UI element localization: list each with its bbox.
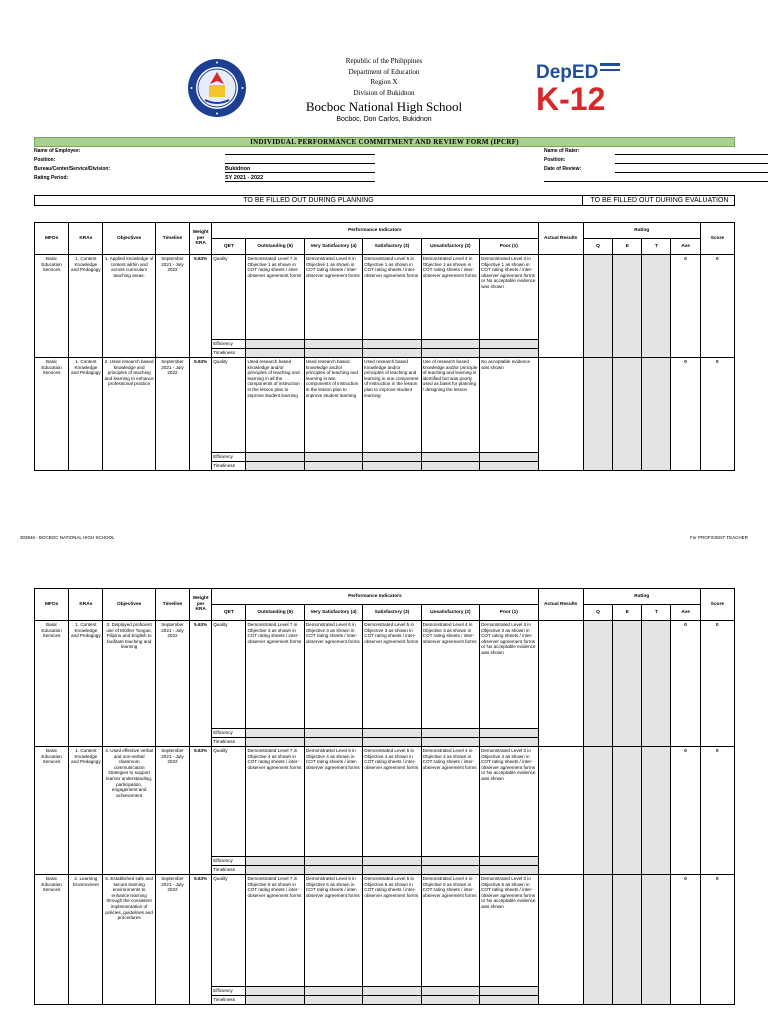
review-date-label: Date of Review: bbox=[544, 166, 582, 172]
qet-timeliness-label: Timeliness bbox=[212, 738, 246, 747]
col-performance-indicators: Performance Indicators bbox=[212, 589, 538, 605]
weight-cell: 5.63% bbox=[190, 358, 212, 471]
timeliness-indicator bbox=[304, 866, 362, 875]
timeliness-indicator bbox=[480, 866, 538, 875]
rating-e-cell[interactable] bbox=[613, 358, 642, 471]
objective-cell: 5. Established safe and secure learning environments to enhance learning through the consistent implementation of policies, guidelines and procedures bbox=[103, 875, 155, 1005]
rating-t-cell[interactable] bbox=[642, 255, 671, 358]
timeliness-indicator bbox=[246, 462, 304, 471]
col-unsatisfactory: Unsatisfactory (2) bbox=[421, 239, 479, 255]
qet-efficiency-label: Efficiency bbox=[212, 453, 246, 462]
col-score: Score bbox=[700, 589, 734, 621]
unsatisfactory-indicator: Demonstrated Level 4 in Objective 5 as shown in COT rating sheets / inter-observer agreement forms bbox=[421, 875, 479, 987]
position-field[interactable] bbox=[225, 157, 375, 164]
unsatisfactory-indicator: Demonstrated Level 4 in Objective 1 as shown in COT rating sheets / inter-observer agreement forms bbox=[421, 255, 479, 340]
bureau-label: Bureau/Center/Service/Division: bbox=[34, 166, 111, 172]
footer-teacher-level: For PROFICIENT TEACHER bbox=[690, 535, 748, 540]
efficiency-indicator bbox=[421, 453, 479, 462]
col-kras: KRAs bbox=[69, 589, 103, 621]
timeline-cell: September 2021 - July 2022 bbox=[155, 255, 189, 358]
objective-row bbox=[35, 255, 735, 340]
col-actual-results: Actual Results bbox=[538, 223, 583, 255]
kra-cell: 1. Content Knowledge and Pedagogy bbox=[69, 358, 103, 471]
poor-indicator: Demonstrated Level 3 in Objective 4 as shown in COT rating sheets / inter-observer agreement forms or No acceptable evidence was shown bbox=[480, 747, 538, 857]
republic-line: Republic of the Philippines bbox=[345, 57, 423, 65]
rating-e-cell[interactable] bbox=[613, 255, 642, 358]
col-rating-e: E bbox=[613, 605, 642, 621]
school-address: Bocboc, Don Carlos, Bukidnon bbox=[336, 116, 432, 123]
rating-t-cell[interactable] bbox=[642, 875, 671, 1005]
objective-cell: 3. Displayed proficient use of Mother Tongue, Filipino and English to facilitate teaching and learning bbox=[103, 621, 155, 747]
qet-efficiency-label: Efficiency bbox=[212, 340, 246, 349]
col-rating: Rating bbox=[583, 223, 700, 239]
actual-results-cell[interactable] bbox=[538, 621, 583, 747]
col-poor: Poor (1) bbox=[480, 605, 538, 621]
kra-cell: 2. Learning Environment bbox=[69, 875, 103, 1005]
employee-name-label: Name of Employee: bbox=[34, 148, 81, 154]
efficiency-indicator bbox=[480, 453, 538, 462]
unsatisfactory-indicator: Demonstrated Level 4 in Objective 3 as shown in COT rating sheets / inter-observer agreement forms bbox=[421, 621, 479, 729]
efficiency-indicator bbox=[246, 987, 304, 996]
blank-line bbox=[544, 175, 768, 182]
rater-name-field[interactable] bbox=[615, 148, 768, 155]
employee-info bbox=[34, 148, 735, 192]
col-score: Score bbox=[700, 223, 734, 255]
rating-t-cell[interactable] bbox=[642, 747, 671, 875]
efficiency-indicator bbox=[363, 340, 421, 349]
rater-name-label: Name of Rater: bbox=[544, 148, 580, 154]
rating-ave-cell: 0 bbox=[671, 747, 700, 875]
department-line: Department of Education bbox=[348, 67, 420, 76]
timeliness-indicator bbox=[246, 996, 304, 1005]
efficiency-indicator bbox=[246, 729, 304, 738]
unsatisfactory-indicator: Use of research based knowledge and/or principle of teaching and learning is identified but was poorly used as basis for planning / designing the lesson bbox=[421, 358, 479, 453]
qet-quality-label: Quality bbox=[212, 255, 246, 340]
efficiency-indicator bbox=[304, 857, 362, 866]
satisfactory-indicator: Demonstrated Level 5 in Objective 5 as shown in COT rating sheets / inter-observer agreement forms bbox=[363, 875, 421, 987]
col-very-satisfactory: Very Satisfactory (4) bbox=[304, 605, 362, 621]
timeliness-indicator bbox=[480, 738, 538, 747]
outstanding-indicator: Demonstrated Level 7 in Objective 1 as shown in COT rating sheets / inter-observer agreement forms bbox=[246, 255, 304, 340]
actual-results-cell[interactable] bbox=[538, 255, 583, 358]
rating-t-cell[interactable] bbox=[642, 358, 671, 471]
satisfactory-indicator: Demonstrated Level 5 in Objective 4 as shown in COT rating sheets / inter-observer agreement forms bbox=[363, 747, 421, 857]
qet-quality-label: Quality bbox=[212, 358, 246, 453]
timeliness-indicator bbox=[304, 349, 362, 358]
timeliness-indicator bbox=[480, 349, 538, 358]
col-rating-t: T bbox=[642, 239, 671, 255]
col-unsatisfactory: Unsatisfactory (2) bbox=[421, 605, 479, 621]
timeline-cell: September 2021 - July 2022 bbox=[155, 875, 189, 1005]
efficiency-indicator bbox=[480, 987, 538, 996]
efficiency-indicator bbox=[480, 857, 538, 866]
efficiency-indicator bbox=[421, 987, 479, 996]
rating-ave-cell: 0 bbox=[671, 621, 700, 747]
efficiency-indicator bbox=[304, 987, 362, 996]
objective-cell: 4. Used effective verbal and non-verbal classroom communication strategies to support learner understanding, participation, engagement and achievement bbox=[103, 747, 155, 875]
score-cell: 0 bbox=[700, 621, 734, 747]
letterhead-text bbox=[0, 56, 768, 124]
objective-cell: 2. Used research based knowledge and principles of teaching and learning to enhance professional practice bbox=[103, 358, 155, 471]
weight-cell: 5.63% bbox=[190, 875, 212, 1005]
timeliness-indicator bbox=[304, 462, 362, 471]
qet-timeliness-label: Timeliness bbox=[212, 462, 246, 471]
objective-row bbox=[35, 875, 735, 987]
mfo-cell: Basic Education Services bbox=[35, 747, 69, 875]
col-rating-ave: Ave bbox=[671, 239, 700, 255]
col-very-satisfactory: Very Satisfactory (4) bbox=[304, 239, 362, 255]
col-rating: Rating bbox=[583, 589, 700, 605]
poor-indicator: Demonstrated Level 3 in Objective 1 as shown in COT rating sheets / inter-observer agreement forms or No acceptable evidence was shown bbox=[480, 255, 538, 340]
actual-results-cell[interactable] bbox=[538, 875, 583, 1005]
timeline-cell: September 2021 - July 2022 bbox=[155, 747, 189, 875]
col-satisfactory: Satisfactory (3) bbox=[363, 605, 421, 621]
satisfactory-indicator: Used research based knowledge and/or principles of teaching and learning in one component of instruction in the lesson plan to improve student learning bbox=[363, 358, 421, 453]
qet-timeliness-label: Timeliness bbox=[212, 996, 246, 1005]
col-rating-e: E bbox=[613, 239, 642, 255]
efficiency-indicator bbox=[304, 340, 362, 349]
col-timeline: Timeline bbox=[155, 223, 189, 255]
rating-e-cell[interactable] bbox=[613, 747, 642, 875]
efficiency-indicator bbox=[363, 857, 421, 866]
outstanding-indicator: Demonstrated Level 7 in Objective 3 as shown in COT rating sheets / inter-observer agreement forms bbox=[246, 621, 304, 729]
efficiency-indicator bbox=[246, 340, 304, 349]
kra-cell: 1. Content Knowledge and Pedagogy bbox=[69, 621, 103, 747]
timeliness-indicator bbox=[363, 866, 421, 875]
rating-ave-cell: 0 bbox=[671, 358, 700, 471]
col-kras: KRAs bbox=[69, 223, 103, 255]
weight-cell: 5.63% bbox=[190, 747, 212, 875]
mfo-cell: Basic Education Services bbox=[35, 358, 69, 471]
timeline-cell: September 2021 - July 2022 bbox=[155, 358, 189, 471]
timeliness-indicator bbox=[421, 866, 479, 875]
timeliness-indicator bbox=[246, 738, 304, 747]
col-actual-results: Actual Results bbox=[538, 589, 583, 621]
very-satisfactory-indicator: Demonstrated Level 6 in Objective 3 as shown in COT rating sheets / inter-observer agreement forms bbox=[304, 621, 362, 729]
col-weight: Weight per KRA bbox=[190, 223, 212, 255]
bureau-field[interactable]: Bukidnon bbox=[225, 166, 375, 173]
footer-school: 303946 - BOCBOC NATIONAL HIGH SCHOOL bbox=[20, 535, 115, 540]
score-cell: 0 bbox=[700, 255, 734, 358]
qet-efficiency-label: Efficiency bbox=[212, 857, 246, 866]
qet-efficiency-label: Efficiency bbox=[212, 729, 246, 738]
efficiency-indicator bbox=[363, 987, 421, 996]
score-cell: 0 bbox=[700, 358, 734, 471]
efficiency-indicator bbox=[480, 729, 538, 738]
timeline-cell: September 2021 - July 2022 bbox=[155, 621, 189, 747]
timeliness-indicator bbox=[363, 738, 421, 747]
col-rating-ave: Ave bbox=[671, 605, 700, 621]
qet-timeliness-label: Timeliness bbox=[212, 349, 246, 358]
timeliness-indicator bbox=[246, 349, 304, 358]
evaluation-label: TO BE FILLED OUT DURING EVALUATION bbox=[590, 197, 729, 204]
rating-q-cell[interactable] bbox=[583, 358, 612, 471]
rating-e-cell[interactable] bbox=[613, 875, 642, 1005]
poor-indicator: Demonstrated Level 3 in Objective 5 as shown in COT rating sheets / inter-observer agreement forms or No acceptable evidence was shown bbox=[480, 875, 538, 987]
very-satisfactory-indicator: Demonstrated Level 6 in Objective 1 as shown in COT rating sheets / inter-observer agreement forms bbox=[304, 255, 362, 340]
position-label: Position: bbox=[34, 157, 56, 163]
col-mfos: MFOs bbox=[35, 589, 69, 621]
actual-results-cell[interactable] bbox=[538, 747, 583, 875]
timeliness-indicator bbox=[421, 996, 479, 1005]
timeliness-indicator bbox=[363, 996, 421, 1005]
objective-row bbox=[35, 747, 735, 857]
efficiency-indicator bbox=[421, 857, 479, 866]
efficiency-indicator bbox=[421, 340, 479, 349]
timeliness-indicator bbox=[363, 349, 421, 358]
ipcrf-table-2 bbox=[34, 588, 735, 1005]
efficiency-indicator bbox=[480, 340, 538, 349]
unsatisfactory-indicator: Demonstrated Level 4 in Objective 4 as shown in COT rating sheets / inter-observer agreement forms bbox=[421, 747, 479, 857]
score-cell: 0 bbox=[700, 747, 734, 875]
qet-quality-label: Quality bbox=[212, 747, 246, 857]
region-line: Region X bbox=[370, 78, 398, 86]
division-line: Division of Bukidnon bbox=[353, 88, 415, 97]
objective-row bbox=[35, 358, 735, 453]
col-satisfactory: Satisfactory (3) bbox=[363, 239, 421, 255]
timeliness-indicator bbox=[246, 866, 304, 875]
col-rating-t: T bbox=[642, 605, 671, 621]
school-name: Bocboc National High School bbox=[305, 99, 463, 114]
very-satisfactory-indicator: Demonstrated Level 6 in Objective 4 as shown in COT rating sheets / inter-observer agreement forms bbox=[304, 747, 362, 857]
col-performance-indicators: Performance Indicators bbox=[212, 223, 538, 239]
rating-q-cell[interactable] bbox=[583, 875, 612, 1005]
col-outstanding: Outstanding (5) bbox=[246, 605, 304, 621]
col-qet: QET bbox=[212, 239, 246, 255]
col-rating-q: Q bbox=[583, 239, 612, 255]
qet-timeliness-label: Timeliness bbox=[212, 866, 246, 875]
rating-period-field[interactable]: SY 2021 - 2022 bbox=[225, 175, 375, 182]
timeliness-indicator bbox=[304, 738, 362, 747]
rating-ave-cell: 0 bbox=[671, 875, 700, 1005]
very-satisfactory-indicator: Used research based knowledge and/or principles of teaching and learning in two components of instruction in the lesson plan to improve student learning bbox=[304, 358, 362, 453]
outstanding-indicator: Used research based knowledge and/or principles of teaching and learning in all the components of instruction in the lesson plan to improve student learning bbox=[246, 358, 304, 453]
objective-row bbox=[35, 621, 735, 729]
efficiency-indicator bbox=[246, 857, 304, 866]
deped-k12-logo-icon bbox=[532, 58, 624, 114]
planning-evaluation-bar bbox=[34, 195, 735, 206]
rating-e-cell[interactable] bbox=[613, 621, 642, 747]
employee-name-field[interactable] bbox=[225, 148, 375, 155]
timeliness-indicator bbox=[421, 738, 479, 747]
efficiency-indicator bbox=[421, 729, 479, 738]
rater-position-field[interactable] bbox=[615, 157, 768, 164]
review-date-field[interactable] bbox=[615, 166, 768, 173]
col-timeline: Timeline bbox=[155, 589, 189, 621]
timeliness-indicator bbox=[363, 462, 421, 471]
efficiency-indicator bbox=[304, 729, 362, 738]
actual-results-cell[interactable] bbox=[538, 358, 583, 471]
col-poor: Poor (1) bbox=[480, 239, 538, 255]
satisfactory-indicator: Demonstrated Level 5 in Objective 3 as shown in COT rating sheets / inter-observer agreement forms bbox=[363, 621, 421, 729]
ipcrf-table-1 bbox=[34, 222, 735, 471]
efficiency-indicator bbox=[246, 453, 304, 462]
efficiency-indicator bbox=[363, 453, 421, 462]
timeliness-indicator bbox=[480, 996, 538, 1005]
form-title: INDIVIDUAL PERFORMANCE COMMITMENT AND REVIEW FORM (IPCRF) bbox=[34, 137, 735, 147]
col-qet: QET bbox=[212, 605, 246, 621]
rating-q-cell[interactable] bbox=[583, 621, 612, 747]
outstanding-indicator: Demonstrated Level 7 in Objective 4 as shown in COT rating sheets / inter-observer agreement forms bbox=[246, 747, 304, 857]
timeliness-indicator bbox=[421, 462, 479, 471]
rating-q-cell[interactable] bbox=[583, 255, 612, 358]
efficiency-indicator bbox=[363, 729, 421, 738]
kra-cell: 1. Content Knowledge and Pedagogy bbox=[69, 747, 103, 875]
letterhead bbox=[0, 48, 768, 128]
objective-cell: 1. Applied knowledge of content within and across curriculum teaching areas. bbox=[103, 255, 155, 358]
efficiency-indicator bbox=[304, 453, 362, 462]
satisfactory-indicator: Demonstrated Level 5 in Objective 1 as shown in COT rating sheets / inter-observer agreement forms bbox=[363, 255, 421, 340]
poor-indicator: Demonstrated Level 3 in Objective 3 as shown in COT rating sheets / inter-observer agreement forms or No acceptable evidence was shown bbox=[480, 621, 538, 729]
outstanding-indicator: Demonstrated Level 7 in Objective 5 as shown in COT rating sheets / inter-observer agreement forms bbox=[246, 875, 304, 987]
col-objectives: Objectives bbox=[103, 223, 155, 255]
col-objectives: Objectives bbox=[103, 589, 155, 621]
col-mfos: MFOs bbox=[35, 223, 69, 255]
col-weight: Weight per KRA bbox=[190, 589, 212, 621]
timeliness-indicator bbox=[421, 349, 479, 358]
rating-q-cell[interactable] bbox=[583, 747, 612, 875]
qet-efficiency-label: Efficiency bbox=[212, 987, 246, 996]
col-rating-q: Q bbox=[583, 605, 612, 621]
weight-cell: 5.63% bbox=[190, 621, 212, 747]
very-satisfactory-indicator: Demonstrated Level 6 in Objective 5 as shown in COT rating sheets / inter-observer agreement forms bbox=[304, 875, 362, 987]
poor-indicator: No acceptable evidence was shown bbox=[480, 358, 538, 453]
timeliness-indicator bbox=[480, 462, 538, 471]
planning-label: TO BE FILLED OUT DURING PLANNING bbox=[35, 196, 583, 205]
score-cell: 0 bbox=[700, 875, 734, 1005]
qet-quality-label: Quality bbox=[212, 875, 246, 987]
rating-period-label: Rating Period: bbox=[34, 175, 69, 181]
svg-text:K-12: K-12 bbox=[536, 81, 606, 114]
qet-quality-label: Quality bbox=[212, 621, 246, 729]
rating-ave-cell: 0 bbox=[671, 255, 700, 358]
kra-cell: 1. Content Knowledge and Pedagogy bbox=[69, 255, 103, 358]
mfo-cell: Basic Education Services bbox=[35, 621, 69, 747]
rating-t-cell[interactable] bbox=[642, 621, 671, 747]
svg-text:DepED: DepED bbox=[536, 62, 599, 83]
mfo-cell: Basic Education Services bbox=[35, 875, 69, 1005]
weight-cell: 5.63% bbox=[190, 255, 212, 358]
timeliness-indicator bbox=[304, 996, 362, 1005]
col-outstanding: Outstanding (5) bbox=[246, 239, 304, 255]
mfo-cell: Basic Education Services bbox=[35, 255, 69, 358]
rater-position-label: Position: bbox=[544, 157, 566, 163]
